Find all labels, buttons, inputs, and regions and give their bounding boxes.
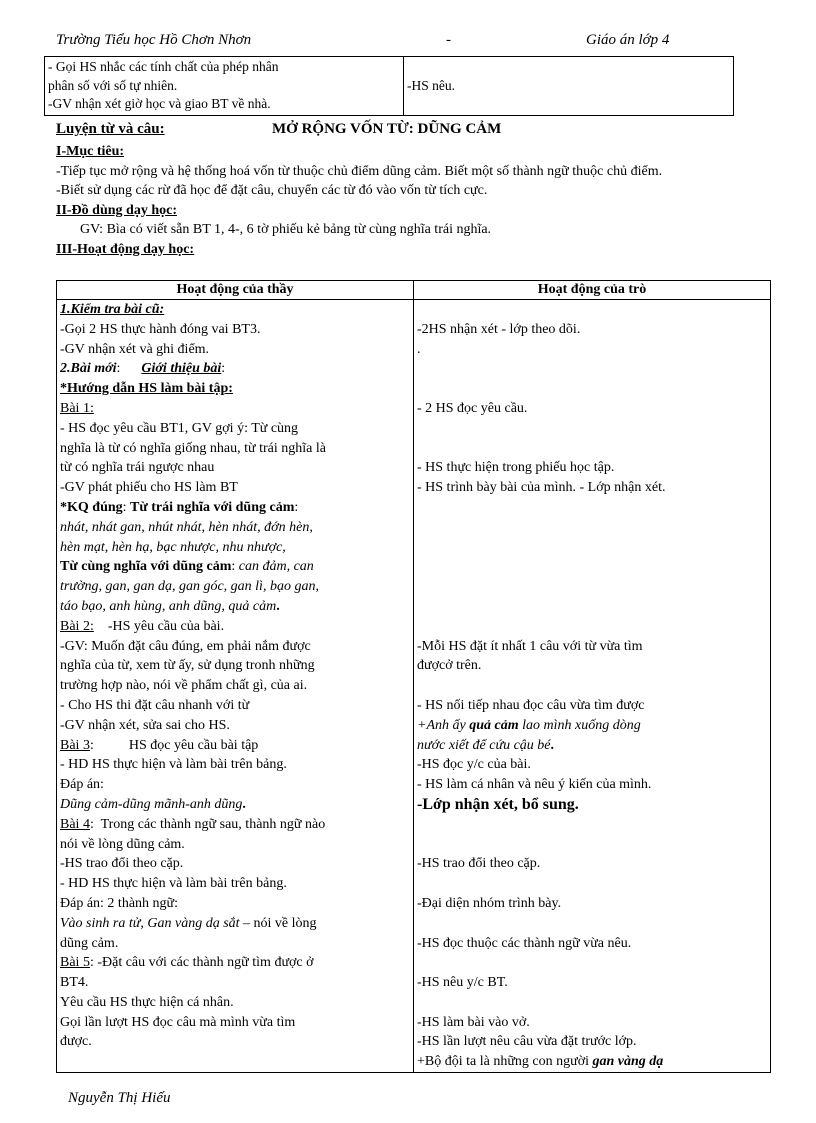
student-line xyxy=(417,815,767,835)
text-run: dũng cảm. xyxy=(60,935,119,951)
student-line xyxy=(417,538,767,558)
teacher-line xyxy=(60,359,410,379)
lesson-subject: Luyện từ và câu: xyxy=(56,121,165,137)
student-line xyxy=(417,359,767,379)
student-line xyxy=(417,676,767,696)
student-line xyxy=(417,518,767,538)
text-run: trường hợp nào, nói về phẩm chất gì, của ai. xyxy=(60,678,308,694)
column-header-student: Hoạt động của trò xyxy=(414,281,771,300)
text-run: BT4. xyxy=(60,975,89,991)
student-line xyxy=(417,458,767,478)
teacher-line xyxy=(60,854,410,874)
text-run: nghĩa của từ, xem từ ấy, sử dụng tronh những xyxy=(60,658,315,674)
text-run xyxy=(417,559,421,574)
text-run: : xyxy=(122,499,131,515)
teacher-line xyxy=(60,755,410,775)
text-run: : Trong các thành ngữ sau, thành ngữ nào xyxy=(89,816,326,832)
text-run: - HD HS thực hiện và làm bài trên bảng. xyxy=(60,757,287,773)
teacher-line xyxy=(60,399,410,419)
text-run: . xyxy=(242,796,246,812)
text-run: gan vàng dạ xyxy=(592,1054,664,1070)
text-run xyxy=(417,500,421,515)
teacher-line xyxy=(60,340,410,360)
previous-teacher-cell xyxy=(45,57,404,116)
teacher-line xyxy=(60,736,410,756)
teacher-line xyxy=(60,1032,410,1052)
teacher-line xyxy=(60,934,410,954)
text-run: 1.Kiểm tra bài cũ: xyxy=(60,302,165,317)
student-line xyxy=(417,953,767,973)
text-run: - Cho HS thi đặt câu nhanh với từ xyxy=(60,697,250,713)
activities-table xyxy=(56,280,771,1073)
teacher-line xyxy=(60,953,410,973)
student-line xyxy=(417,597,767,617)
previous-teacher-line: phân số với số tự nhiên. xyxy=(48,77,178,93)
student-line xyxy=(417,419,767,439)
text-run xyxy=(417,579,421,594)
text-run: -Mỗi HS đặt ít nhất 1 câu với từ vừa tìm xyxy=(417,638,643,654)
text-run xyxy=(417,619,421,634)
student-line xyxy=(417,973,767,993)
teacher-line xyxy=(60,795,410,815)
text-run: -HS trao đổi theo cặp. xyxy=(417,856,541,872)
student-line xyxy=(417,399,767,419)
teacher-line xyxy=(60,419,410,439)
text-run: *Hướng dẫn HS làm bài tập: xyxy=(60,381,233,397)
objectives-p2: -Biết sử dụng các rừ đã học để đặt câu, chuyển các từ đó vào vốn từ tích cực. xyxy=(56,183,488,198)
text-run: táo bạo, anh hùng, anh dũng, quả cảm xyxy=(60,598,277,614)
activities-heading xyxy=(56,240,768,260)
student-line xyxy=(417,854,767,874)
text-run: -HS làm bài vào vở. xyxy=(417,1014,530,1030)
text-run: nghĩa là từ có nghĩa giống nhau, từ trái nghĩa là xyxy=(60,440,326,456)
teacher-line xyxy=(60,656,410,676)
text-run xyxy=(417,678,421,693)
text-run: -HS trao đổi theo cặp. xyxy=(60,856,184,872)
text-run: - HS thực hiện trong phiếu học tập. xyxy=(417,460,615,476)
text-run xyxy=(417,520,421,535)
header-school: Trường Tiểu học Hồ Chơn Nhơn xyxy=(56,32,252,48)
text-run: Dũng cảm-dũng mãnh-anh dũng xyxy=(60,796,243,812)
text-run: -HS lần lượt nêu câu vừa đặt trước lớp. xyxy=(417,1034,637,1050)
text-run: - HS nối tiếp nhau đọc câu vừa tìm được xyxy=(417,697,645,713)
student-line xyxy=(417,557,767,577)
text-run: -HS đọc thuộc các thành ngữ vừa nêu. xyxy=(417,935,632,951)
teacher-line xyxy=(60,993,410,1013)
text-run: -HS yêu cầu của bài. xyxy=(93,618,225,634)
student-line xyxy=(417,894,767,914)
student-line xyxy=(417,498,767,518)
teacher-line xyxy=(60,696,410,716)
text-run: Đáp án: 2 thành ngữ: xyxy=(60,895,179,911)
text-run xyxy=(417,540,421,555)
teacher-line xyxy=(60,478,410,498)
teacher-line xyxy=(60,518,410,538)
text-run: : xyxy=(116,361,142,377)
text-run: - HD HS thực hiện và làm bài trên bảng. xyxy=(60,876,287,892)
student-line xyxy=(417,1013,767,1033)
text-run xyxy=(417,421,421,436)
teacher-line xyxy=(60,894,410,914)
student-line xyxy=(417,1032,767,1052)
teacher-line xyxy=(60,538,410,558)
teacher-line xyxy=(60,617,410,637)
text-run: quả cảm xyxy=(469,717,519,733)
text-run: -Đại diện nhóm trình bày. xyxy=(417,895,562,911)
text-run: -Lớp nhận xét, bổ sung. xyxy=(417,795,579,813)
teacher-line xyxy=(60,577,410,597)
column-header-teacher: Hoạt động của thầy xyxy=(57,281,414,300)
student-line xyxy=(417,637,767,657)
text-run xyxy=(417,441,421,456)
text-run: -HS đọc y/c của bài. xyxy=(417,757,531,773)
previous-student-text: -HS nêu. xyxy=(407,77,455,93)
teacher-line xyxy=(60,676,410,696)
text-run xyxy=(417,302,421,317)
previous-lesson-table xyxy=(44,56,734,116)
text-run xyxy=(417,381,421,396)
text-run: Bài 1: xyxy=(60,400,94,416)
text-run: -GV phát phiếu cho HS làm BT xyxy=(60,480,238,496)
previous-student-cell xyxy=(404,57,734,116)
text-run: . xyxy=(417,341,421,357)
student-line xyxy=(417,755,767,775)
teacher-line xyxy=(60,1013,410,1033)
text-run: Từ trái nghĩa với dũng cảm xyxy=(130,499,295,515)
teacher-activities-cell xyxy=(57,300,414,1073)
teacher-line xyxy=(60,874,410,894)
text-run: nói về lòng dũng cảm. xyxy=(60,836,185,852)
student-line xyxy=(417,716,767,736)
text-run: Từ cùng nghĩa với dũng cảm xyxy=(60,559,232,575)
student-line xyxy=(417,696,767,716)
text-run: Đáp án: xyxy=(60,777,104,793)
text-run xyxy=(417,599,421,614)
teacher-line xyxy=(60,320,410,340)
text-run: đượcở trên. xyxy=(417,658,482,674)
student-line xyxy=(417,736,767,756)
activities-heading-text: III-Hoạt động dạy học: xyxy=(56,241,195,257)
text-run: can đảm, can xyxy=(238,559,314,575)
materials-heading: II-Đồ dùng dạy học: xyxy=(56,202,177,218)
student-line xyxy=(417,439,767,459)
teacher-line xyxy=(60,775,410,795)
student-line xyxy=(417,340,767,360)
header-plan: Giáo án lớp 4 xyxy=(586,32,670,48)
teacher-line xyxy=(60,300,410,320)
teacher-line xyxy=(60,914,410,934)
teacher-line xyxy=(60,557,410,577)
text-run: -2HS nhận xét - lớp theo dõi. xyxy=(417,321,581,337)
text-run xyxy=(417,817,421,832)
teacher-line xyxy=(60,637,410,657)
student-line xyxy=(417,775,767,795)
text-run: - HS trình bày bài của mình. - Lớp nhận xét. xyxy=(417,480,666,496)
previous-teacher-line: - Gọi HS nhắc các tính chất của phép nhân xyxy=(48,59,279,74)
teacher-line xyxy=(60,815,410,835)
student-activities-cell xyxy=(414,300,771,1073)
objectives-p1: -Tiếp tục mở rộng và hệ thống hoá vốn từ thuộc chủ điểm dũng cảm. Biết một số thành ngữ thuộc chủ điểm. xyxy=(56,163,663,179)
text-run: – nói về lòng xyxy=(239,915,317,931)
text-run: hèn mạt, hèn hạ, bạc nhược, nhu nhược, xyxy=(60,539,286,555)
text-run xyxy=(417,916,421,931)
student-line xyxy=(417,300,767,320)
student-line xyxy=(417,577,767,597)
text-run: được. xyxy=(60,1034,92,1050)
student-line xyxy=(417,835,767,855)
materials-text: GV: Bìa có viết sẵn BT 1, 4-, 6 tờ phiếu kẻ bảng từ cùng nghĩa trái nghĩa. xyxy=(80,222,492,237)
text-run: +Bộ đội ta là những con người xyxy=(417,1054,593,1070)
text-run: từ có nghĩa trái ngược nhau xyxy=(60,460,215,476)
teacher-line xyxy=(60,973,410,993)
text-run xyxy=(417,361,421,376)
student-line xyxy=(417,914,767,934)
text-run: Vào sinh ra tử, Gan vàng dạ sắt xyxy=(60,915,240,931)
text-run xyxy=(60,1054,64,1069)
text-run: 2.Bài mới xyxy=(60,361,117,377)
text-run xyxy=(417,995,421,1010)
text-run: Bài 5 xyxy=(60,955,90,971)
text-run xyxy=(417,955,421,970)
header-dash: - xyxy=(446,32,451,48)
student-line xyxy=(417,993,767,1013)
teacher-line xyxy=(60,458,410,478)
teacher-line xyxy=(60,1052,410,1072)
student-line xyxy=(417,617,767,637)
student-line xyxy=(417,874,767,894)
text-run: Bài 4 xyxy=(60,816,90,832)
text-run: : -Đặt câu với các thành ngữ tìm được ở xyxy=(89,955,314,971)
student-line xyxy=(417,320,767,340)
text-run xyxy=(417,876,421,891)
teacher-line xyxy=(60,379,410,399)
text-run: -HS nêu y/c BT. xyxy=(417,975,508,991)
student-line xyxy=(417,478,767,498)
text-run: -Gọi 2 HS thực hành đóng vai BT3. xyxy=(60,321,261,337)
objectives-section xyxy=(56,142,768,259)
text-run: : xyxy=(231,559,239,575)
text-run: -GV: Muốn đặt câu đúng, em phải nắm được xyxy=(60,638,311,654)
student-line xyxy=(417,379,767,399)
text-run: trường, gan, gan dạ, gan góc, gan lì, bạo gan, xyxy=(60,579,319,595)
student-line xyxy=(417,1052,767,1072)
teacher-line xyxy=(60,835,410,855)
text-run: +Anh ấy xyxy=(417,717,470,733)
text-run: lao mình xuống dòng xyxy=(518,717,641,733)
text-run: : xyxy=(221,361,226,377)
student-line xyxy=(417,934,767,954)
lesson-title: MỞ RỘNG VỐN TỪ: DŨNG CẢM xyxy=(272,121,502,137)
text-run: *KQ đúng xyxy=(60,499,123,515)
text-run: : xyxy=(294,499,299,515)
text-run xyxy=(417,837,421,852)
text-run: - 2 HS đọc yêu cầu. xyxy=(417,400,528,416)
text-run: Yêu cầu HS thực hiện cá nhân. xyxy=(60,994,234,1010)
teacher-line xyxy=(60,439,410,459)
text-run: -GV nhận xét, sửa sai cho HS. xyxy=(60,717,230,733)
text-run: Gọi lần lượt HS đọc câu mà mình vừa tìm xyxy=(60,1014,296,1030)
footer-author: Nguyễn Thị Hiếu xyxy=(68,1090,171,1106)
text-run: : HS đọc yêu cầu bài tập xyxy=(89,737,259,753)
teacher-line xyxy=(60,597,410,617)
previous-teacher-line: -GV nhận xét giờ học và giao BT về nhà. xyxy=(48,96,271,111)
text-run: - HS đọc yêu cầu BT1, GV gợi ý: Từ cùng xyxy=(60,420,299,436)
text-run: - HS làm cá nhân và nêu ý kiến của mình. xyxy=(417,777,652,793)
student-line xyxy=(417,795,767,815)
teacher-line xyxy=(60,716,410,736)
text-run: . xyxy=(550,737,555,753)
text-run: -GV nhận xét và ghi điểm. xyxy=(60,341,210,357)
text-run: nước xiết để cứu cậu bé xyxy=(417,737,551,753)
student-line xyxy=(417,656,767,676)
text-run: Bài 3 xyxy=(60,737,90,753)
text-run: nhát, nhát gan, nhút nhát, hèn nhát, đớn hèn, xyxy=(60,519,313,535)
teacher-line xyxy=(60,498,410,518)
text-run: Bài 2: xyxy=(60,618,94,634)
text-run: Giới thiệu bài xyxy=(141,361,222,377)
text-run: . xyxy=(276,598,280,614)
objectives-heading: I-Mục tiêu: xyxy=(56,144,125,159)
